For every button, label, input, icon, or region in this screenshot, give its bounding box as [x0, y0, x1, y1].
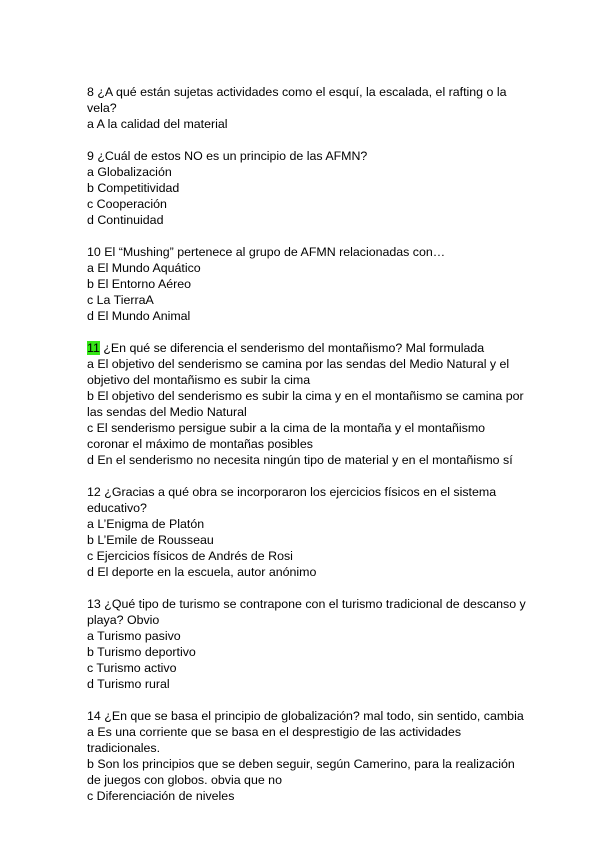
answer-option: a Globalización [87, 165, 172, 179]
question-8 [87, 84, 527, 132]
answer-option: b L’Emile de Rousseau [87, 533, 214, 547]
question-12 [87, 484, 527, 580]
answer-option: a Turismo pasivo [87, 629, 181, 643]
question-text: ¿En qué se diferencia el senderismo del montañismo? Mal formulada [103, 341, 485, 355]
question-stem [87, 244, 527, 260]
question-text: ¿Cuál de estos NO es un principio de las AFMN? [97, 149, 368, 163]
question-number: 12 [87, 485, 101, 499]
question-list [87, 84, 527, 820]
question-text: ¿A qué están sujetas actividades como el esquí, la escalada, el rafting o la vela? [87, 85, 507, 115]
answer-option: d Continuidad [87, 213, 164, 227]
answer-option: a Es una corriente que se basa en el desprestigio de las actividades tradicionales. [87, 725, 462, 755]
question-number: 14 [87, 709, 101, 723]
question-stem [87, 596, 527, 628]
question-text: ¿Qué tipo de turismo se contrapone con el turismo tradicional de descanso y playa? Obvio [87, 597, 526, 627]
answer-option: d El Mundo Animal [87, 309, 191, 323]
question-number: 13 [87, 597, 101, 611]
question-9 [87, 148, 527, 228]
question-number-highlighted: 11 [87, 341, 100, 355]
answer-option: c Cooperación [87, 197, 167, 211]
question-10 [87, 244, 527, 324]
question-11 [87, 340, 527, 468]
question-stem [87, 484, 527, 516]
question-number: 9 [87, 149, 94, 163]
question-text: ¿En que se basa el principio de globalización? mal todo, sin sentido, cambia [104, 709, 524, 723]
question-number: 8 [87, 85, 94, 99]
question-13 [87, 596, 527, 692]
answer-option: d El deporte en la escuela, autor anónimo [87, 565, 317, 579]
question-stem [87, 708, 527, 724]
question-stem [87, 84, 527, 116]
answer-option: c Diferenciación de niveles [87, 789, 235, 803]
question-number: 10 [87, 245, 101, 259]
answer-option: c Ejercicios físicos de Andrés de Rosi [87, 549, 293, 563]
answer-option: b Turismo deportivo [87, 645, 196, 659]
answer-option: a A la calidad del material [87, 117, 228, 131]
answer-option: a El Mundo Aquático [87, 261, 201, 275]
question-stem [87, 340, 527, 356]
answer-option: c La TierraA [87, 293, 154, 307]
answer-option: a El objetivo del senderismo se camina por las sendas del Medio Natural y el objetivo del montañismo es subir la cima [87, 357, 510, 387]
answer-option: a L’Enigma de Platón [87, 517, 205, 531]
answer-option: b El Entorno Aéreo [87, 277, 192, 291]
question-stem [87, 148, 527, 164]
question-text: El “Mushing” pertenece al grupo de AFMN relacionadas con… [104, 245, 446, 259]
answer-option: b Son los principios que se deben seguir, según Camerino, para la realización de juegos con globos. obvia que no [87, 757, 515, 787]
answer-option: c Turismo activo [87, 661, 177, 675]
question-14 [87, 708, 527, 804]
answer-option: d En el senderismo no necesita ningún tipo de material y en el montañismo sí [87, 453, 513, 467]
answer-option: d Turismo rural [87, 677, 170, 691]
question-text: ¿Gracias a qué obra se incorporaron los ejercicios físicos en el sistema educativo? [87, 485, 497, 515]
answer-option: b El objetivo del senderismo es subir la cima y en el montañismo se camina por las sendas del Medio Natural [87, 389, 524, 419]
answer-option: b Competitividad [87, 181, 180, 195]
answer-option: c El senderismo persigue subir a la cima de la montaña y el montañismo coronar el máximo de montañas posibles [87, 421, 486, 451]
